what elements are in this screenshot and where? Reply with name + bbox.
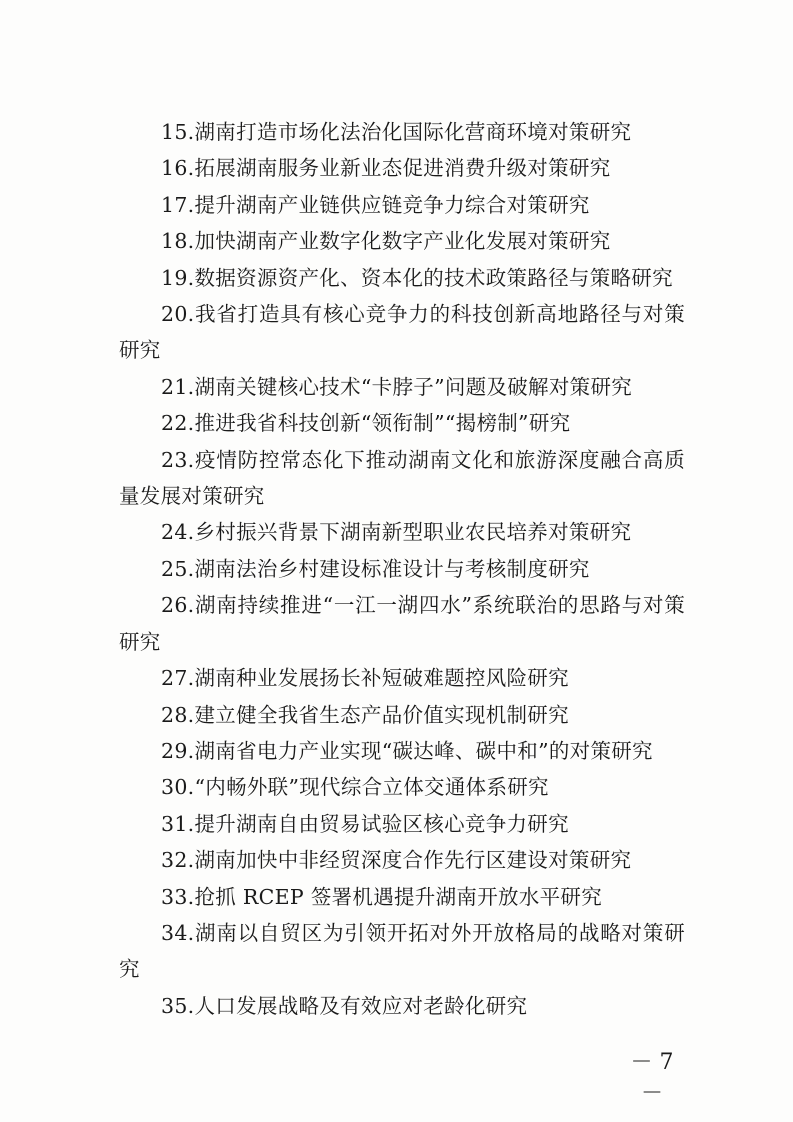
topic-item-29: 29.湖南省电力产业实现“碳达峰、碳中和”的对策研究 [161,738,653,763]
topic-item-18: 18.加快湖南产业数字化数字产业化发展对策研究 [161,229,611,254]
topic-item-17: 17.提升湖南产业链供应链竞争力综合对策研究 [161,192,590,217]
topic-list [119,114,685,1024]
topic-item-26: 26.湖南持续推进“一江一湖四水”系统联治的思路与对策研究 [119,593,685,654]
topic-item-33: 33.抢抓 RCEP 签署机遇提升湖南开放水平研究 [161,884,603,909]
topic-item-19: 19.数据资源资产化、资本化的技术政策路径与策略研究 [161,265,673,290]
topic-item-34: 34.湖南以自贸区为引领开拓对外开放格局的战略对策研究 [119,920,685,982]
topic-item-21: 21.湖南关键核心技术“卡脖子”问题及破解对策研究 [161,374,633,399]
topic-item-35: 35.人口发展战略及有效应对老龄化研究 [161,993,528,1018]
page-number: － 7 － [630,1050,674,1106]
topic-item-22: 22.推进我省科技创新“领衔制”“揭榜制”研究 [161,411,571,436]
topic-item-30: 30.“内畅外联”现代综合立体交通体系研究 [161,775,549,800]
topic-item-25: 25.湖南法治乡村建设标准设计与考核制度研究 [161,556,590,581]
topic-item-27: 27.湖南种业发展扬长补短破难题控风险研究 [161,666,569,691]
topic-item-31: 31.提升湖南自由贸易试验区核心竞争力研究 [161,811,569,836]
topic-item-28: 28.建立健全我省生态产品价值实现机制研究 [161,702,569,727]
topic-item-32: 32.湖南加快中非经贸深度合作先行区建设对策研究 [161,848,632,873]
topic-item-24: 24.乡村振兴背景下湖南新型职业农民培养对策研究 [161,520,632,545]
topic-item-15: 15.湖南打造市场化法治化国际化营商环境对策研究 [161,120,632,144]
topic-item-16: 16.拓展湖南服务业新业态促进消费升级对策研究 [161,156,611,181]
topic-item-20: 20.我省打造具有核心竞争力的科技创新高地路径与对策研究 [119,302,685,363]
topic-item-23: 23.疫情防控常态化下推动湖南文化和旅游深度融合高质量发展对策研究 [119,447,685,509]
